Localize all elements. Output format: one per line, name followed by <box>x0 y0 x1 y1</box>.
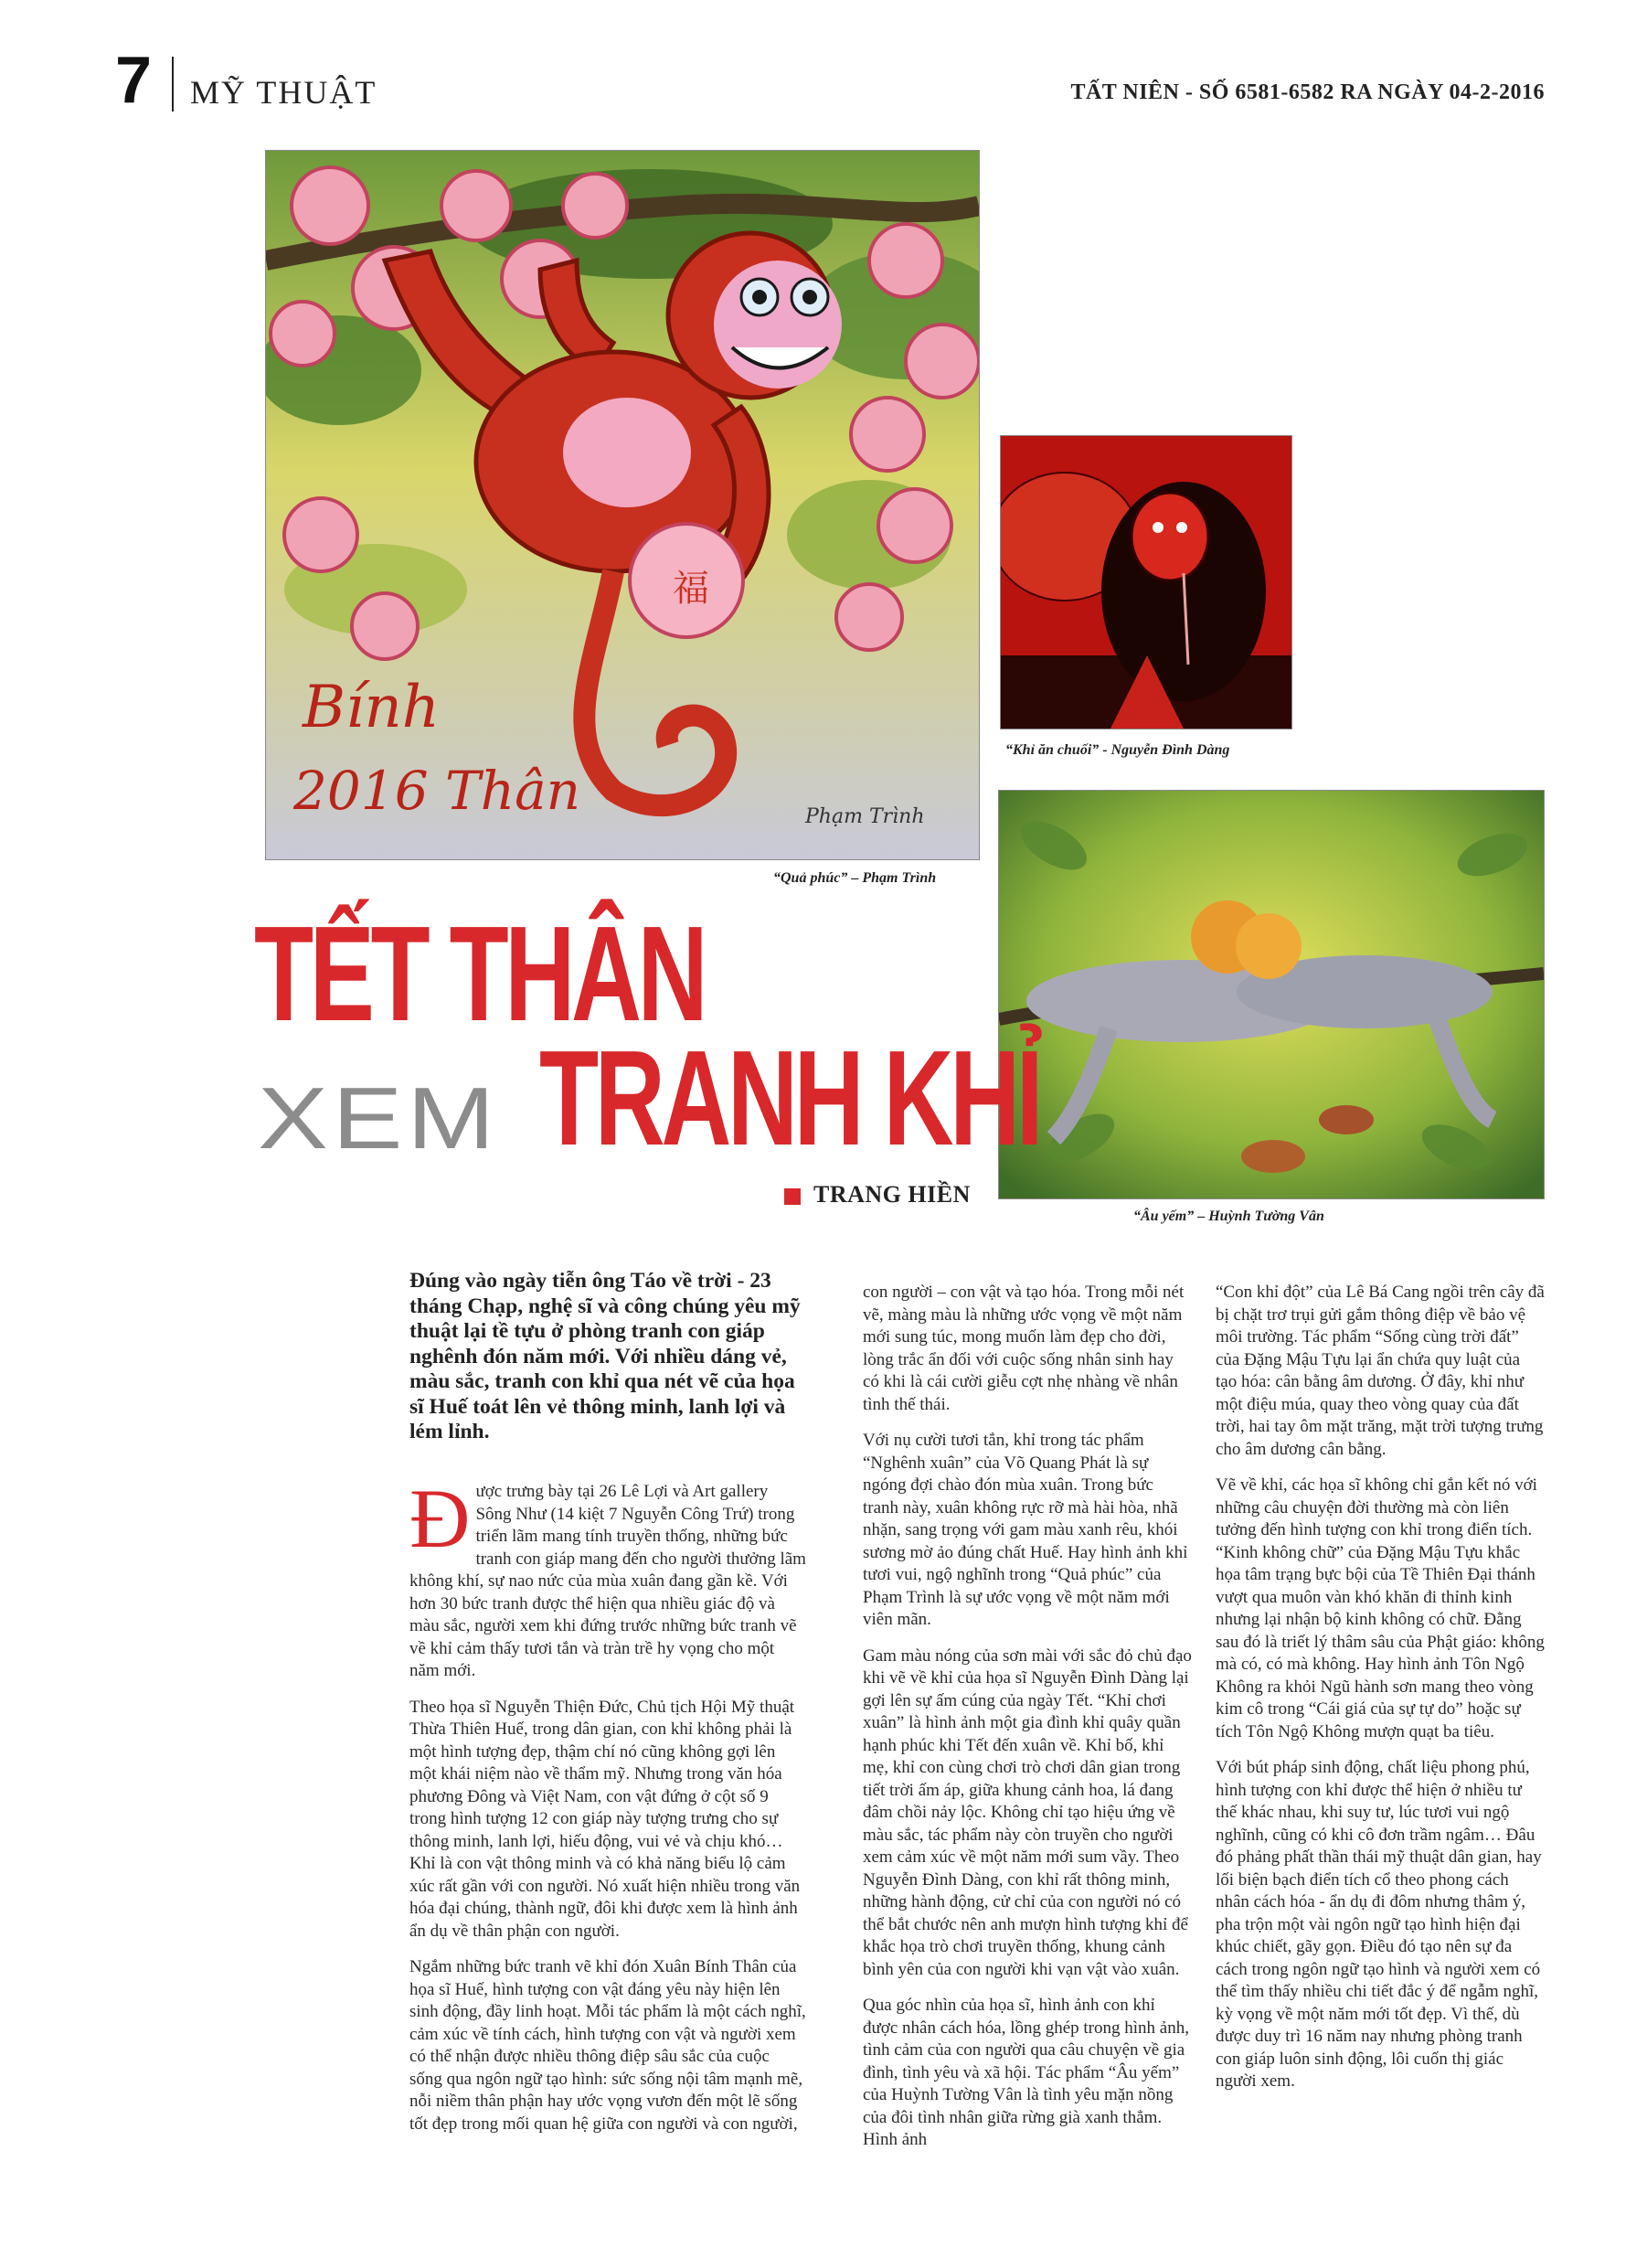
page-number: 7 <box>115 44 153 117</box>
paragraph: Theo họa sĩ Nguyễn Thiện Đức, Chủ tịch Hội Mỹ thuật Thừa Thiên Huế, trong dân gian, con khỉ không phải là một hình tượng đẹp, thậm chí nó cũng không gợi lên một khái niệm nào về thẩm mỹ. Nhưng trong văn hóa phương Đông và Việt Nam, con vật đứng ở cột số 9 trong hình tượng 12 con giáp này tượng trưng cho sự thông minh, lanh lợi, hiếu động, vui vẻ và chịu khó… Khỉ là con vật thông minh và có khả năng biểu lộ cảm xúc rất gần với con người. Nó xuất hiện nhiều trong văn hóa đại chúng, thành ngữ, đôi khi được xem là hình ảnh ẩn dụ về thân phận con người. <box>409 1697 801 1941</box>
paragraph: Vẽ về khỉ, các họa sĩ không chỉ gắn kết nó với những câu chuyện đời thường mà còn liên tưởng đến hình tượng con khỉ trong điển tích. “Kinh không chữ” của Đặng Mậu Tựu khắc họa tâm trạng bực bội của Tề Thiên Đại thánh vượt qua muôn vàn khó khăn đi thỉnh kinh nhưng lại nhận bộ kinh không có chữ. Đằng sau đó là triết lý thâm sâu của Phật giáo: không mà có, có mà không. Hay hình ảnh Tôn Ngộ Không ra khỏi Ngũ hành sơn mang theo vòng kim cô trong “Cái giá của sự tự do” hoặc sự tích Tôn Ngộ Không mượn quạt ba tiêu. <box>1216 1475 1545 1741</box>
paragraph: Qua góc nhìn của họa sĩ, hình ảnh con khỉ được nhân cách hóa, lồng ghép trong hình ảnh, tình cảm của con người qua câu chuyện về gia đình, tình yêu và xã hội. Tác phẩm “Âu yếm” của Huỳnh Tường Vân là tình yêu mặn nồng của đôi tình nhân giữa rừng già xanh thẳm. Hình ảnh <box>863 1996 1189 2149</box>
article-column-2 <box>863 1282 1192 2166</box>
headline-line-2-prefix: XEM <box>258 1070 500 1167</box>
header-divider <box>172 57 174 112</box>
paragraph: Được trưng bày tại 26 Lê Lợi và Art gallery Sông Như (14 kiệt 7 Nguyễn Công Trứ) trong triển lãm mang tính truyền thống, những bức tranh con giáp mang đến cho người thưởng lãm không khí, sự nao nức của mùa xuân đang gần kề. Với hơn 30 bức tranh được thể hiện qua nhiều giác độ và màu sắc, người xem khi đứng trước những bức tranh vẽ về khỉ cảm thấy tươi tắn và tràn trề hy vọng cho một năm mới. <box>409 1472 806 1680</box>
headline-line-1: TẾT THÂN <box>254 899 705 1049</box>
caption-khi-an-chuoi: “Khỉ ăn chuối” - Nguyễn Đình Dàng <box>1005 742 1230 758</box>
paragraph: Gam màu nóng của sơn mài với sắc đỏ chủ đạo khi vẽ về khỉ của họa sĩ Nguyễn Đình Dàng lại gợi lên sự ấm cúng của ngày Tết. “Khỉ chơi xuân” là hình ảnh một gia đình khỉ quây quần hạnh phúc khi Tết đến xuân về. Khỉ bố, khỉ mẹ, khỉ con cùng chơi trò chơi dân gian trong tiết trời ấm áp, giữa khung cảnh hoa, lá đang đâm chồi nảy lộc. Không chỉ tạo hiệu ứng về màu sắc, tác phẩm này còn truyền cho người xem cảm xúc về một năm mới sum vầy. Theo Nguyễn Đình Dàng, con khỉ rất thông minh, những hành động, cử chỉ của con người nó có thể bắt chước nên anh mượn hình tượng khỉ để khắc họa trò chơi truyền thống, khung cảnh bình yên của con người khi vạn vật vào xuân. <box>863 1645 1192 1979</box>
issue-info: TẤT NIÊN - SỐ 6581-6582 RA NGÀY 04-2-2016 <box>1070 80 1545 104</box>
paragraph: con người – con vật và tạo hóa. Trong mỗi nét vẽ, màng màu là những ước vọng về một năm mới sung túc, mong muốn làm đẹp cho đời, lòng trắc ẩn đối với cuộc sống nhân sinh hay có khi là cái cười giễu cợt nhẹ nhàng về nhân tình thế thái. <box>863 1283 1185 1414</box>
paragraph: Với nụ cười tươi tắn, khỉ trong tác phẩm “Nghênh xuân” của Võ Quang Phát là sự ngóng đợi chào đón mùa xuân. Trong bức tranh này, xuân không rực rỡ mà hài hòa, nhã nhặn, sang trọng với gam màu xanh rêu, khói sương mờ ảo đúng chất Huế. Hay hình ảnh khỉ tươi vui, ngộ nghĩnh trong “Quả phúc” của Phạm Trình là sự ước vọng về một năm mới viên mãn. <box>863 1431 1188 1629</box>
headline-line-2-main: TRANH KHỈ <box>539 1023 1040 1174</box>
lead-paragraph: Đúng vào ngày tiễn ông Táo về trời - 23 tháng Chạp, nghệ sĩ và công chúng yêu mỹ thuật lại tề tựu ở phòng tranh con giáp nghênh đón năm mới. Với nhiều dáng vẻ, màu sắc, tranh con khỉ qua nét vẽ của họa sĩ Huế toát lên vẻ thông minh, lanh lợi và lém lỉnh. <box>409 1269 801 1443</box>
painting-qua-phuc-art <box>266 151 979 859</box>
painting-au-yem-art <box>999 791 1544 1198</box>
painting-khi-an-chuoi-art <box>1001 436 1291 729</box>
drop-cap: Đ <box>409 1472 471 1565</box>
paragraph: “Con khỉ đột” của Lê Bá Cang ngồi trên cây đã bị chặt trơ trụi gửi gắm thông điệp về bảo vệ môi trường. Tác phẩm “Sống cùng trời đất” của Đặng Mậu Tựu lại ẩn chứa quy luật của tạo hóa: cân bằng âm dương. Ở đây, khỉ như một điệu múa, quay theo vòng quay của đất trời, hai tay ôm mặt trăng, mặt trời tượng trưng cho âm dương cân bằng. <box>1216 1283 1545 1459</box>
seal-character: 福 <box>673 568 709 610</box>
painting-qua-phuc <box>265 150 980 860</box>
caption-qua-phuc: “Quả phúc” – Phạm Trình <box>773 870 937 886</box>
painting-khi-an-chuoi <box>1000 435 1292 729</box>
article-column-3 <box>1216 1282 1545 2107</box>
author-byline: TRANG HIỀN <box>813 1181 971 1208</box>
paragraph: Với bút pháp sinh động, chất liệu phong phú, hình tượng con khỉ được thể hiện ở nhiều tư thế khác nhau, khi suy tư, lúc tươi vui ngộ nghĩnh, cũng có khi cô đơn trầm ngâm… Đâu đó phảng phất thần thái mỹ thuật dân gian, hay lối biện bạch điển tích cổ theo phong cách nhân cách hóa - ẩn dụ đi đôm nhưng thâm ý, pha trộn một vài ngôn ngữ tạo hình hiện đại khúc chiết, gãy gọn. Điều đó tạo nên sự đa cách trong ngôn ngữ tạo hình và người xem có thể tìm thấy nhiều chi tiết đắc ý để ngẫm nghĩ, kỳ vọng về một năm mới tốt đẹp. Vì thế, dù được duy trì 16 năm nay nhưng phòng tranh con giáp luôn sinh động, lôi cuốn thị giác người xem. <box>1216 1758 1542 2091</box>
article-column-1 <box>409 1472 806 2149</box>
painting-inscription-1: Bính <box>303 674 440 741</box>
painting-au-yem <box>998 790 1545 1199</box>
section-title: MỸ THUẬT <box>190 74 377 111</box>
caption-au-yem: “Âu yếm” – Huỳnh Tường Vân <box>1133 1209 1324 1224</box>
author-marker <box>784 1188 801 1205</box>
paragraph: Ngắm những bức tranh vẽ khỉ đón Xuân Bính Thân của họa sĩ Huế, hình tượng con vật đáng yêu này hiện lên sinh động, đầy linh hoạt. Mỗi tác phẩm là một cách nghĩ, cảm xúc về tính cách, hình tượng con vật và người xem có thể nhận được nhiều thông điệp sâu sắc của cuộc sống qua ngôn ngữ tạo hình: sức sống nội tâm mạnh mẽ, nỗi niềm thân phận hay ước vọng vươn đến một lẽ sống tốt đẹp trong mối quan hệ giữa con người và con người, <box>409 1957 806 2134</box>
painting-inscription-2: 2016 Thân <box>293 760 581 822</box>
painting-signature: Phạm Trình <box>805 805 925 828</box>
